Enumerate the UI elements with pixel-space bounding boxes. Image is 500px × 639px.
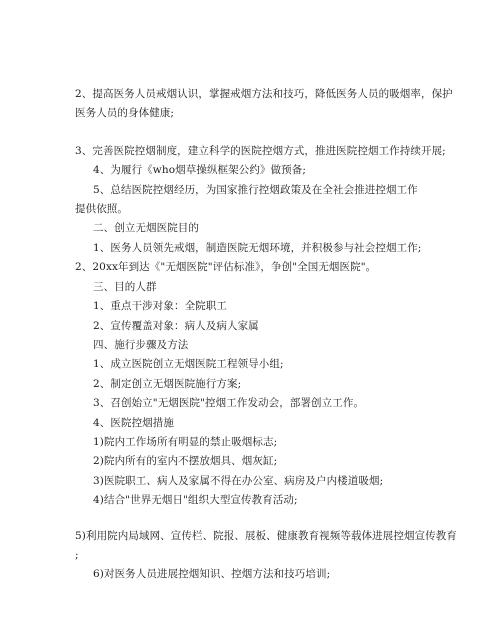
paragraph-target-2: 2、宣传覆盖对象：病人及病人家属 <box>93 320 259 332</box>
measure-1: 1)院内工作场所有明显的禁止吸烟标志; <box>93 436 278 448</box>
measure-5-line2: ; <box>75 549 79 561</box>
measure-6: 6)对医务人员进展控烟知识、控烟方法和技巧培训; <box>93 568 331 580</box>
paragraph-goal-2-line2: 医务人员的身体健康; <box>75 107 175 119</box>
measure-2: 2)院内所有的室内不摆放烟具、烟灰缸; <box>93 455 278 467</box>
measure-3: 3)医院职工、病人及家属不得在办公室、病房及户内楼道吸烟; <box>93 475 384 487</box>
paragraph-goal-5-line2: 提供依照。 <box>75 203 128 215</box>
paragraph-goal-4: 4、为履行《who烟草操纵框架公约》做预备; <box>93 164 306 176</box>
paragraph-goal-2-line1: 2、提高医务人员戒烟认识，掌握戒烟方法和技巧，降低医务人员的吸烟率，保护 <box>75 88 453 100</box>
paragraph-purpose-1: 1、医务人员领先戒烟，制造医院无烟环境，并积极参与社会控烟工作; <box>93 242 422 254</box>
paragraph-goal-5-line1: 5、总结医院控烟经历，为国家推行控烟政策及在全社会推进控烟工作 <box>93 184 418 196</box>
paragraph-step-4: 4、医院控烟措施 <box>93 417 174 429</box>
paragraph-goal-3: 3、完善医院控烟制度，建立科学的医院控烟方式，推进医院控烟工作持续开展; <box>75 145 446 157</box>
paragraph-target-1: 1、重点干涉对象：全院职工 <box>93 300 227 312</box>
paragraph-step-2: 2、制定创立无烟医院施行方案; <box>93 378 242 390</box>
measure-5-line1: 5)利用院内局域网、宣传栏、院报、展板、健康教育视频等载体进展控烟宣传教育 <box>75 530 457 542</box>
measure-4: 4)结合"世界无烟日"组织大型宣传教育活动; <box>93 494 298 506</box>
paragraph-step-3: 3、召创始立"无烟医院"控烟工作发动会，部署创立工作。 <box>93 397 365 409</box>
paragraph-step-1: 1、成立医院创立无烟医院工程领导小组; <box>93 358 284 370</box>
paragraph-purpose-2: 2、20xx年到达《"无烟医院"评估标准》，争创"全国无烟医院"。 <box>75 261 377 273</box>
section-heading-2: 二、创立无烟医院目的 <box>93 222 199 234</box>
section-heading-3: 三、目的人群 <box>93 281 157 293</box>
section-heading-4: 四、施行步骤及方法 <box>93 339 189 351</box>
